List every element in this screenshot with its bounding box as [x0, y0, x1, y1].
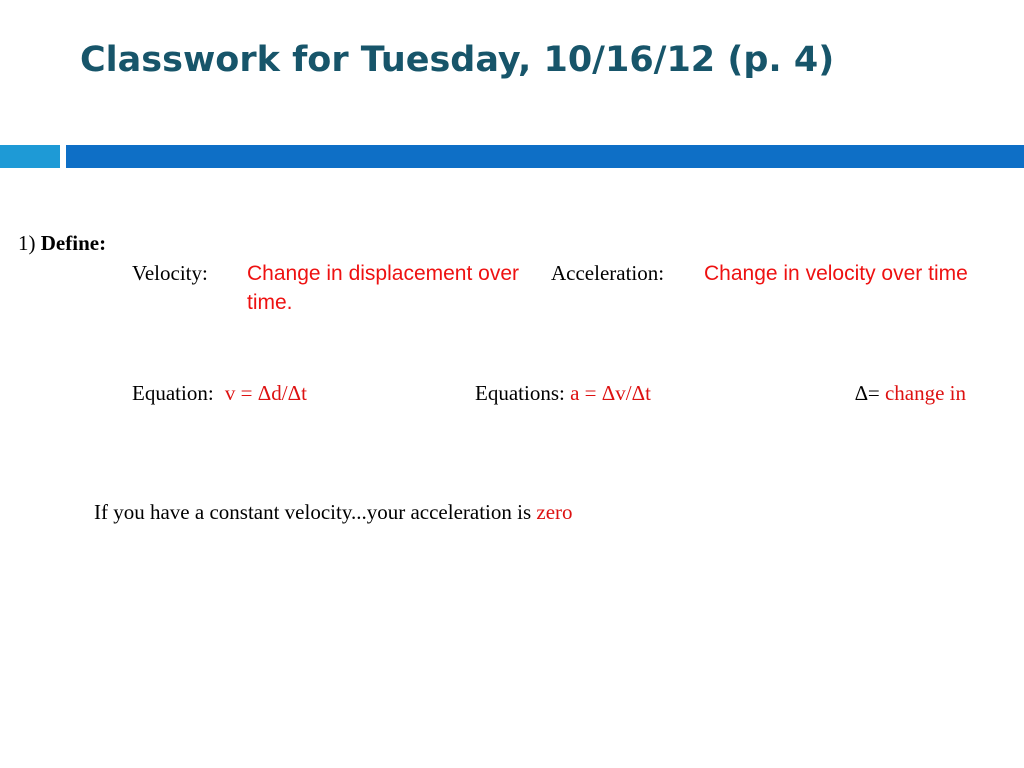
constant-velocity-statement: If you have a constant velocity...your acceleration is	[94, 500, 532, 524]
velocity-definition: Change in displacement over time.	[247, 262, 519, 314]
accent-bar-right	[66, 145, 1024, 168]
acceleration-label: Acceleration:	[551, 261, 665, 285]
constant-velocity-row	[94, 500, 573, 525]
delta-meaning: change in	[884, 381, 966, 405]
define-heading	[18, 231, 106, 256]
slide-title: Classwork for Tuesday, 10/16/12 (p. 4)	[80, 40, 835, 80]
delta-definition-row	[855, 381, 966, 406]
constant-velocity-answer: zero	[536, 500, 573, 524]
acceleration-definition: Change in velocity over time	[704, 262, 968, 285]
accent-bar-left	[0, 145, 60, 168]
acceleration-equation: a = Δv/Δt	[570, 381, 651, 405]
velocity-label: Velocity:	[132, 261, 208, 285]
acceleration-equation-label: Equations:	[475, 381, 565, 405]
delta-symbol: ∆=	[855, 381, 880, 405]
velocity-equation: v = Δd/Δt	[224, 381, 307, 405]
velocity-equation-label: Equation:	[132, 381, 214, 405]
item-number: 1)	[18, 231, 36, 255]
define-label: Define:	[40, 231, 107, 255]
velocity-equation-row	[132, 381, 307, 406]
acceleration-equation-row	[475, 381, 651, 406]
